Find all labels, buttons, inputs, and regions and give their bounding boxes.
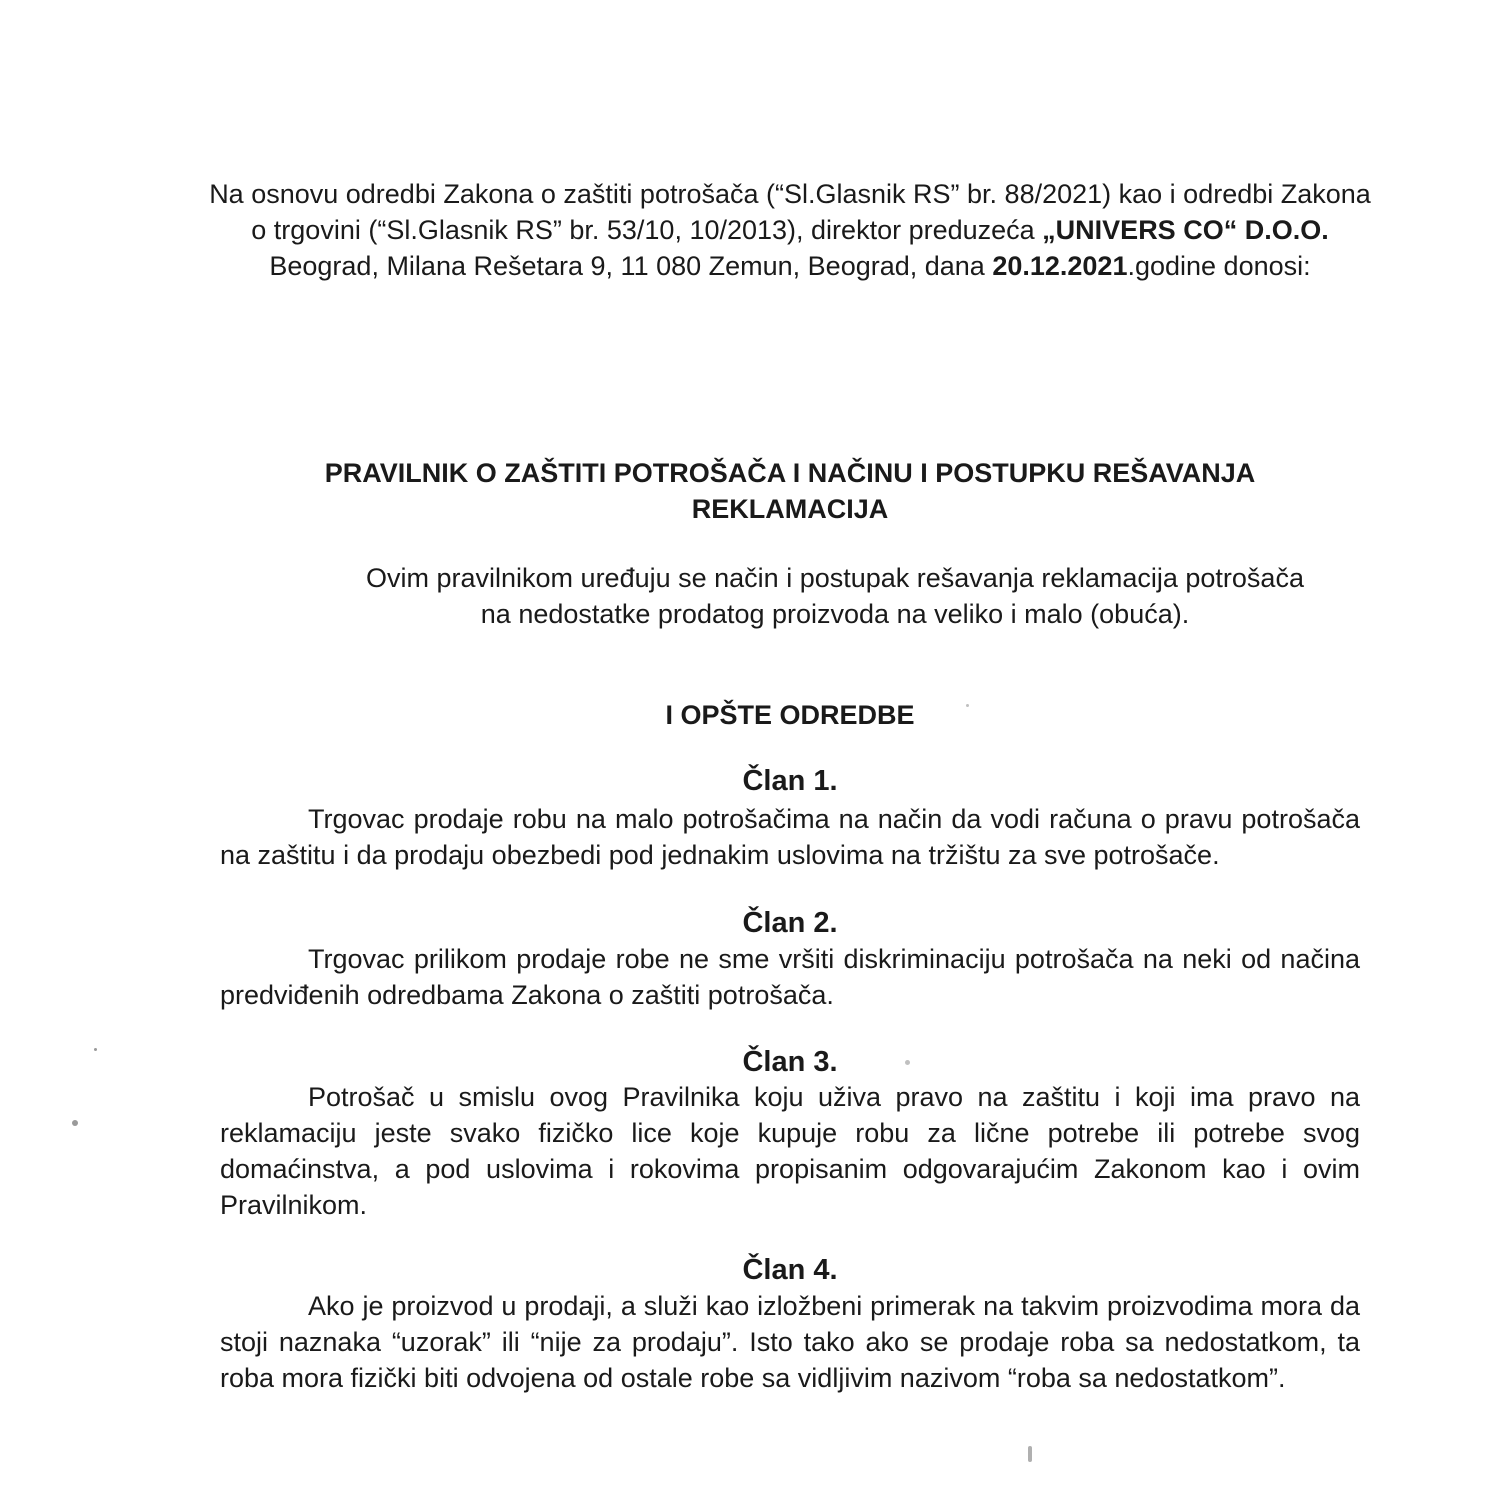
intro-paragraph — [290, 560, 1380, 632]
scan-speck — [94, 1048, 97, 1051]
preamble-text-part2: Beograd, Milana Rešetara 9, 11 080 Zemun, Beograd, dana — [269, 251, 993, 281]
intro-line2: na nedostatke prodatog proizvoda na veliko i malo (obuća). — [480, 599, 1190, 629]
preamble-text-part3: .godine donosi: — [1127, 251, 1311, 281]
article-3-text: Potrošač u smislu ovog Pravilnika koju uživa pravo na zaštitu i koji ima pravo na reklamaciju jeste svako fizičko lice koje kupuje robu za lične potrebe ili potrebe svog domaćinstva, a pod uslovima i rokovima propisanim odgovarajućim Zakonom kao i ovim Pravilnikom. — [220, 1082, 1360, 1220]
article-4-heading: Član 4. — [742, 1254, 838, 1286]
preamble-paragraph — [200, 176, 1380, 284]
preamble-text-part1: Na osnovu odredbi Zakona o zaštiti potrošača (“Sl.Glasnik RS” br. 88/2021) kao i odredbi Zakona o trgovini (“Sl.Glasnik RS” br. 53/10, 10/2013), direktor preduzeća — [209, 179, 1371, 245]
intro-line1: Ovim pravilnikom uređuju se način i postupak rešavanja reklamacija potrošača — [366, 563, 1304, 593]
scan-speck — [1028, 1446, 1032, 1462]
document-title-line1: PRAVILNIK O ZAŠTITI POTROŠAČA I NAČINU I POSTUPKU REŠAVANJA — [324, 458, 1256, 488]
company-name: „UNIVERS CO“ D.O.O. — [1042, 215, 1329, 245]
document-title-line2: REKLAMACIJA — [691, 494, 889, 524]
scan-speck — [966, 704, 969, 707]
article-2-heading: Član 2. — [742, 907, 838, 939]
article-1-heading: Član 1. — [742, 765, 838, 797]
article-1-text: Trgovac prodaje robu na malo potrošačima na način da vodi računa o pravu potrošača na zaštitu i da prodaju obezbedi pod jednakim uslovima na tržištu za sve potrošače. — [220, 804, 1360, 870]
article-4-text: Ako je proizvod u prodaji, a služi kao izložbeni primerak na takvim proizvodima mora da stoji naznaka “uzorak” ili “nije za prodaju”. Isto tako ako se prodaje roba sa nedostatkom, ta roba mora fizički biti odvojena od ostale robe sa vidljivim nazivom “roba sa nedostatkom”. — [220, 1291, 1360, 1393]
decision-date: 20.12.2021 — [992, 251, 1128, 281]
section-heading: I OPŠTE ODREDBE — [665, 700, 915, 730]
scan-speck — [905, 1060, 910, 1065]
document-title — [200, 455, 1380, 527]
article-2-text: Trgovac prilikom prodaje robe ne sme vršiti diskriminaciju potrošača na neki od načina predviđenih odredbama Zakona o zaštiti potrošača. — [220, 944, 1360, 1010]
scan-speck — [72, 1120, 78, 1126]
article-3-heading: Član 3. — [742, 1046, 838, 1078]
